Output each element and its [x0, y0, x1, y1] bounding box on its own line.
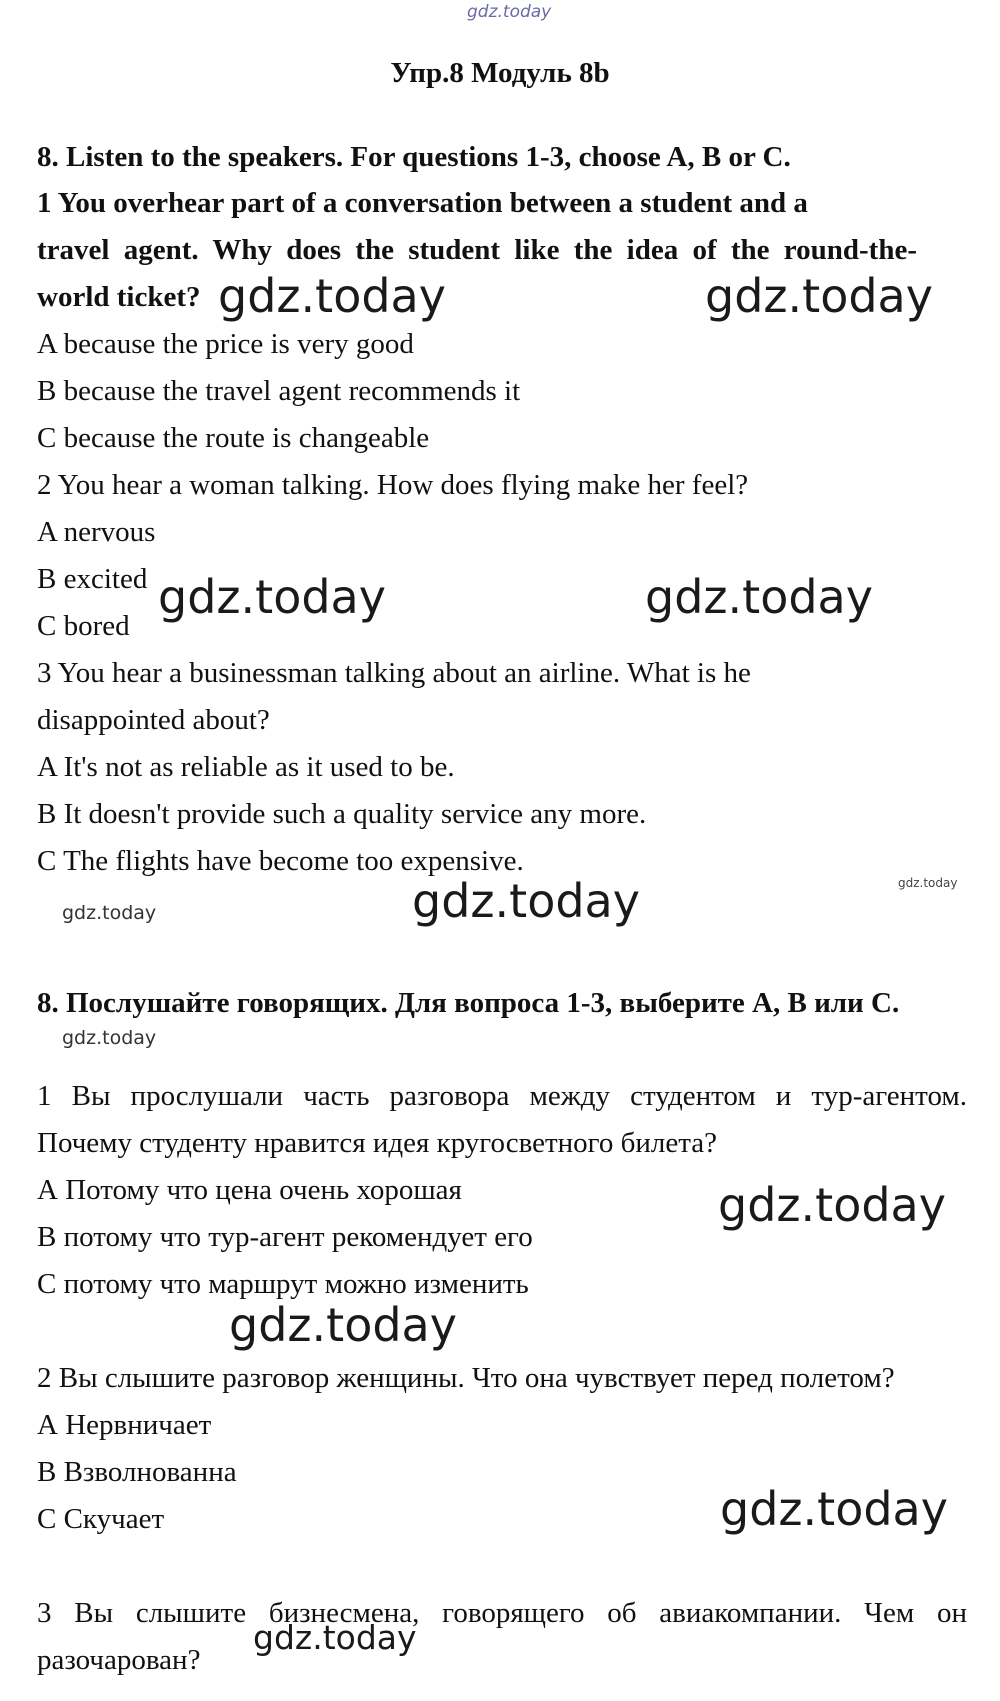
russian-q1-line2: Почему студенту нравится идея кругосветного билета? — [37, 1127, 717, 1159]
watermark: gdz.today — [645, 570, 873, 624]
russian-q1-line1: 1 Вы прослушали часть разговора между студентом и тур-агентом. — [37, 1080, 967, 1112]
english-q1-line1: 1 You overhear part of a conversation between a student and a — [37, 187, 808, 219]
english-q2-option-a: A nervous — [37, 516, 156, 548]
english-q3-option-a: A It's not as reliable as it used to be. — [37, 751, 455, 783]
russian-q3-line2: разочарован? — [37, 1644, 201, 1676]
english-q1-line2: travel agent. Why does the student like the idea of the round-the- — [37, 234, 917, 266]
watermark: gdz.today — [229, 1298, 457, 1352]
english-q2-option-c: C bored — [37, 610, 130, 642]
english-q3-line1: 3 You hear a businessman talking about an airline. What is he — [37, 657, 751, 689]
watermark: gdz.today — [718, 1178, 946, 1232]
english-q3-option-c: C The flights have become too expensive. — [37, 845, 524, 877]
russian-q2-option-b: В Взволнованна — [37, 1456, 237, 1488]
watermark: gdz.today — [218, 269, 446, 323]
watermark: gdz.today — [158, 570, 386, 624]
watermark: gdz.today — [253, 1618, 417, 1657]
english-q2-option-b: B excited — [37, 563, 148, 595]
russian-q2-option-a: А Нервничает — [37, 1409, 212, 1441]
watermark-top: gdz.today — [467, 2, 552, 22]
watermark: gdz.today — [705, 269, 933, 323]
english-q1-option-c: C because the route is changeable — [37, 422, 430, 454]
english-q1-line3: world ticket? — [37, 281, 201, 313]
russian-instruction: 8. Послушайте говорящих. Для вопроса 1-3, выберите А, В или С. — [37, 987, 900, 1019]
russian-q1-option-b: В потому что тур-агент рекомендует его — [37, 1221, 533, 1253]
russian-q2-line1: 2 Вы слышите разговор женщины. Что она чувствует перед полетом? — [37, 1362, 895, 1394]
watermark: gdz.today — [720, 1482, 948, 1536]
russian-q2-option-c: С Скучает — [37, 1503, 165, 1535]
english-q3-line2: disappointed about? — [37, 704, 270, 736]
page-title: Упр.8 Модуль 8b — [390, 57, 610, 89]
russian-q3-line1: 3 Вы слышите бизнесмена, говорящего об авиакомпании. Чем он — [37, 1597, 967, 1629]
watermark: gdz.today — [898, 876, 958, 890]
russian-q1-option-c: С потому что маршрут можно изменить — [37, 1268, 529, 1300]
english-q2-line1: 2 You hear a woman talking. How does flying make her feel? — [37, 469, 749, 501]
watermark: gdz.today — [412, 874, 640, 928]
watermark: gdz.today — [62, 902, 157, 924]
russian-q1-option-a: А Потому что цена очень хорошая — [37, 1174, 462, 1206]
english-instruction: 8. Listen to the speakers. For questions 1-3, choose A, B or C. — [37, 141, 791, 173]
english-q1-option-b: B because the travel agent recommends it — [37, 375, 521, 407]
watermark: gdz.today — [62, 1027, 157, 1049]
english-q3-option-b: B It doesn't provide such a quality service any more. — [37, 798, 647, 830]
english-q1-option-a: A because the price is very good — [37, 328, 414, 360]
